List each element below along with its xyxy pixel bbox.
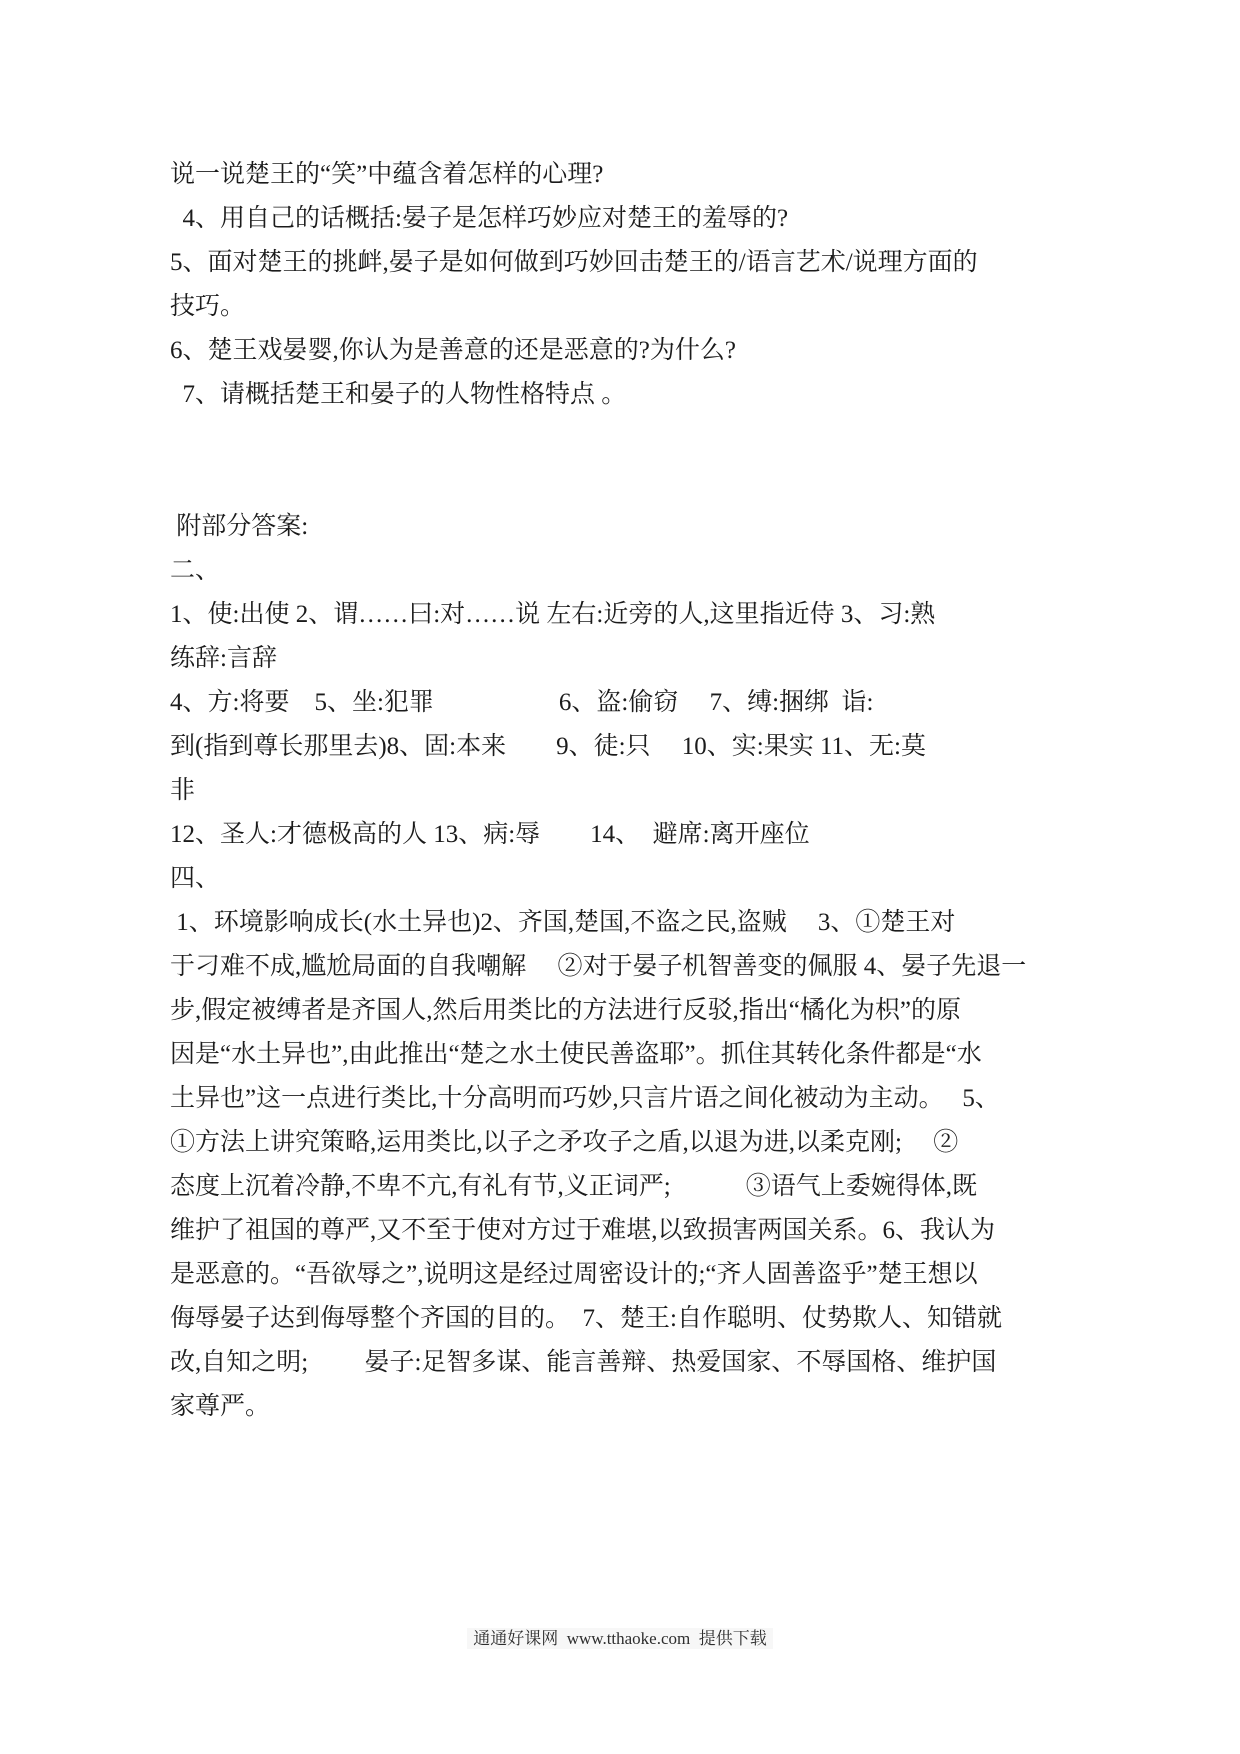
footer-credit: 通通好课网 www.tthaoke.com 提供下载 <box>467 1628 773 1649</box>
question-line: 6、楚王戏晏婴,你认为是善意的还是恶意的?为什么? <box>170 337 736 364</box>
answer-line: 4、方:将要 5、坐:犯罪 6、盗:偷窃 7、缚:捆绑 诣: <box>170 689 874 716</box>
section-4-label: 四、 <box>170 865 221 892</box>
answer-line: 步,假定被缚者是齐国人,然后用类比的方法进行反驳,指出“橘化为枳”的原 <box>170 997 961 1024</box>
answer-line: 1、环境影响成长(水土异也)2、齐国,楚国,不盗之民,盗贼 3、①楚王对 <box>170 909 956 936</box>
answer-line: ①方法上讲究策略,运用类比,以子之矛攻子之盾,以退为进,以柔克刚; ② <box>170 1129 959 1156</box>
document-body <box>170 153 1082 1429</box>
question-line: 说一说楚王的“笑”中蕴含着怎样的心理? <box>170 161 604 188</box>
page-footer <box>0 1626 1240 1652</box>
answer-line: 于刁难不成,尴尬局面的自我嘲解 ②对于晏子机智善变的佩服 4、晏子先退一 <box>170 953 1027 980</box>
answer-line: 12、圣人:才德极高的人 13、病:辱 14、 避席:离开座位 <box>170 821 810 848</box>
question-line: 4、用自己的话概括:晏子是怎样巧妙应对楚王的羞辱的? <box>170 205 789 232</box>
answer-line: 家尊严。 <box>170 1393 271 1420</box>
answer-line: 练辞:言辞 <box>170 645 277 672</box>
answer-line: 态度上沉着冷静,不卑不亢,有礼有节,义正词严; ③语气上委婉得体,既 <box>170 1173 977 1200</box>
answer-line: 土异也”这一点进行类比,十分高明而巧妙,只言片语之间化被动为主动。 5、 <box>170 1085 1000 1112</box>
answer-line: 是恶意的。“吾欲辱之”,说明这是经过周密设计的;“齐人固善盗乎”楚王想以 <box>170 1261 978 1288</box>
answer-line: 改,自知之明; 晏子:足智多谋、能言善辩、热爱国家、不辱国格、维护国 <box>170 1349 997 1376</box>
answer-line: 侮辱晏子达到侮辱整个齐国的目的。 7、楚王:自作聪明、仗势欺人、知错就 <box>170 1305 1002 1332</box>
question-line: 技巧。 <box>170 293 246 320</box>
blank-space <box>170 417 1082 505</box>
answers-title: 附部分答案: <box>170 513 309 540</box>
question-line: 5、面对楚王的挑衅,晏子是如何做到巧妙回击楚王的/语言艺术/说理方面的 <box>170 249 978 276</box>
answer-line: 到(指到尊长那里去)8、固:本来 9、徒:只 10、实:果实 11、无:莫 <box>170 733 927 760</box>
answer-line: 因是“水土异也”,由此推出“楚之水土使民善盗耶”。抓住其转化条件都是“水 <box>170 1041 982 1068</box>
answer-line: 1、使:出使 2、谓……曰:对……说 左右:近旁的人,这里指近侍 3、习:熟 <box>170 601 936 628</box>
answer-line: 维护了祖国的尊严,又不至于使对方过于难堪,以致损害两国关系。6、我认为 <box>170 1217 996 1244</box>
question-line: 7、请概括楚王和晏子的人物性格特点 。 <box>170 381 627 408</box>
section-2-label: 二、 <box>170 557 221 584</box>
answer-line: 非 <box>170 777 196 804</box>
